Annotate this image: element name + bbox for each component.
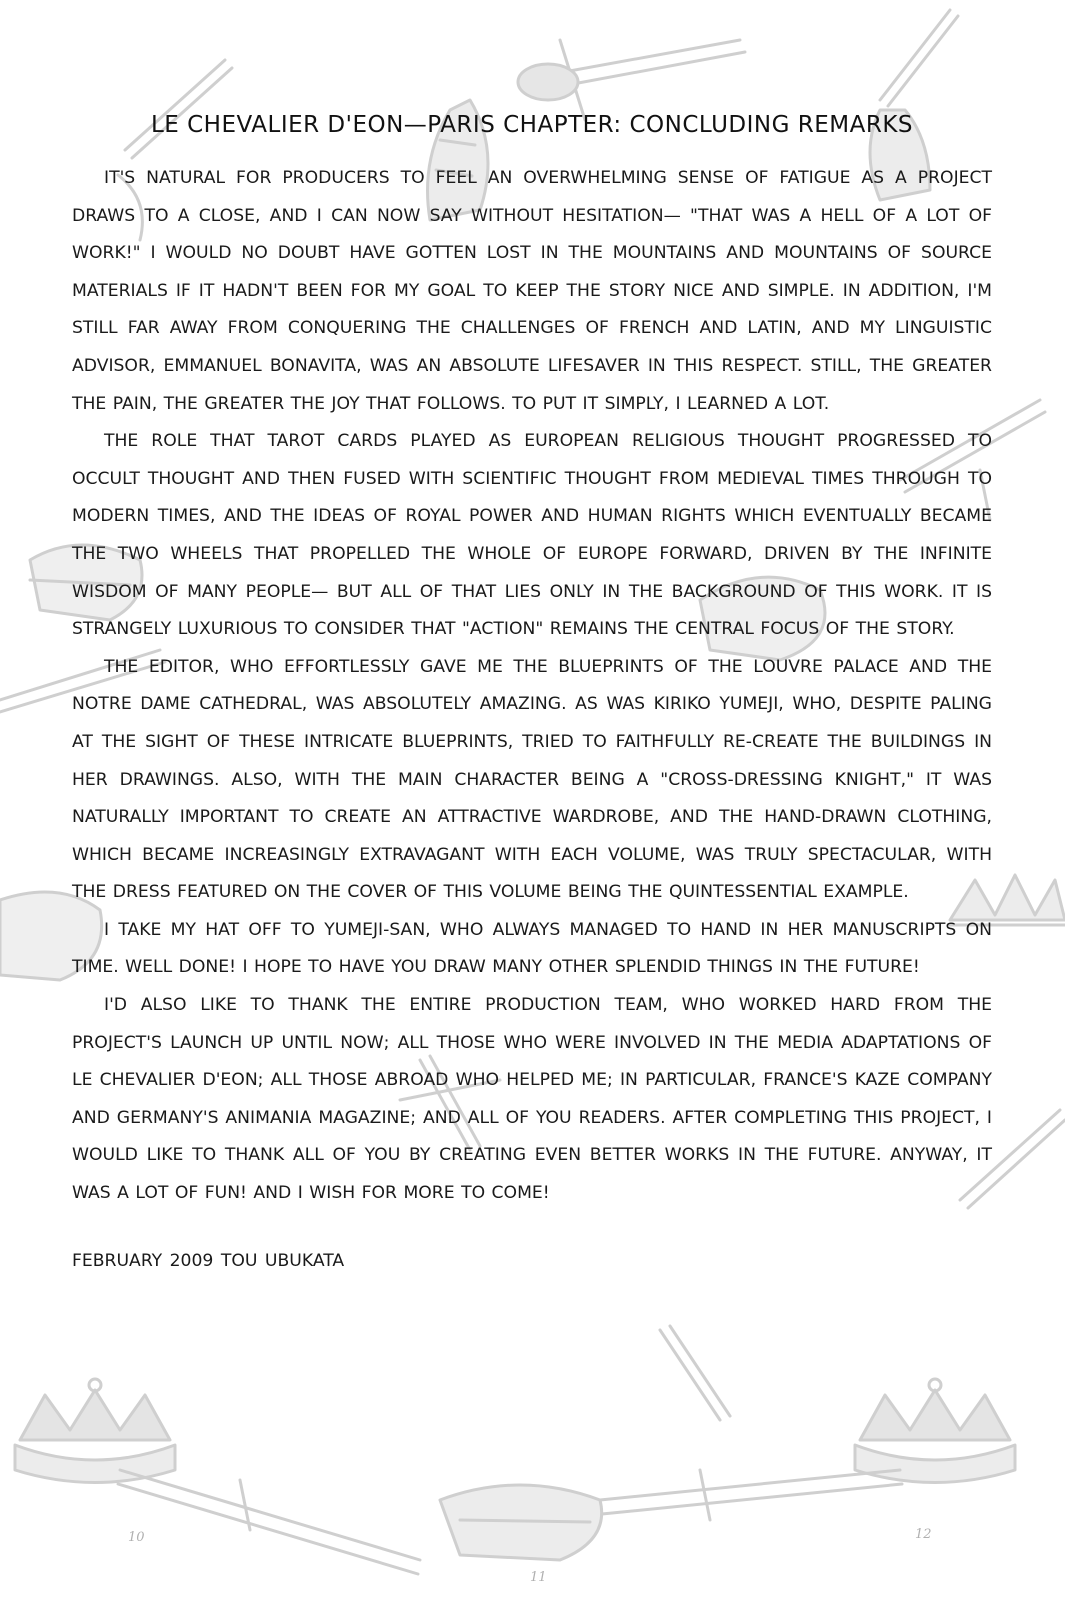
paragraph-editor: THE EDITOR, WHO EFFORTLESSLY GAVE ME THE BLUEPRINTS OF THE LOUVRE PALACE AND THE NOTRE DAME CATHEDRAL, WAS ABSOLUTELY AMAZING. AS WAS KIRIKO YUMEJI, WHO, DESPITE PALING AT THE SIGHT OF THESE INTRICATE BLUEPRINTS, TRIED TO FAITHFULLY RE-CREATE THE BUILDINGS IN HER DRAWINGS. ALSO, WITH THE MAIN CHARACTER BEING A "CROSS-DRESSING KNIGHT," IT WAS NATURALLY IMPORTANT TO CREATE AN ATTRACTIVE WARDROBE, AND THE HAND-DRAWN CLOTHING, WHICH BECAME INCREASINGLY EXTRAVAGANT WITH EACH VOLUME, WAS TRULY SPECTACULAR, WITH THE DRESS FEATURED ON THE COVER OF THIS VOLUME BEING THE QUINTESSENTIAL EXAMPLE. [72,656,992,903]
gauntlet-icon [440,1485,602,1560]
crown-icon [15,1379,175,1483]
paragraph-thanks: I'D ALSO LIKE TO THANK THE ENTIRE PRODUCTION TEAM, WHO WORKED HARD FROM THE PROJECT'S LAUNCH UP UNTIL NOW; ALL THOSE WHO WERE INVOLVED IN THE MEDIA ADAPTATIONS OF LE CHEVALIER D'EON; ALL THOSE ABROAD WHO HELPED ME; IN PARTICULAR, FRANCE'S KAZE COMPANY AND GERMANY'S ANIMANIA MAGAZINE; AND ALL OF YOU READERS. AFTER COMPLETING THIS PROJECT, I WOULD LIKE TO THANK ALL OF YOU BY CREATING EVEN BETTER WORKS IN THE FUTURE. ANYWAY, IT WAS A LOT OF FUN! AND I WISH FOR MORE TO COME! [72,995,992,1204]
sword-icon [518,40,745,120]
paragraph-tarot: THE ROLE THAT TAROT CARDS PLAYED AS EUROPEAN RELIGIOUS THOUGHT PROGRESSED TO OCCULT THOUGHT AND THEN FUSED WITH SCIENTIFIC THOUGHT FROM MEDIEVAL TIMES THROUGH TO MODERN TIMES, AND THE IDEAS OF ROYAL POWER AND HUMAN RIGHTS WHICH EVENTUALLY BECAME THE TWO WHEELS THAT PROPELLED THE WHOLE OF EUROPE FORWARD, DRIVEN BY THE INFINITE WISDOM OF MANY PEOPLE— BUT ALL OF THAT LIES ONLY IN THE BACKGROUND OF THIS WORK. IT IS STRANGELY LUXURIOUS TO CONSIDER THAT "ACTION" REMAINS THE CENTRAL FOCUS OF THE STORY. [72,431,992,640]
background-page-number: 10 [128,1530,145,1545]
sword-icon [600,1470,902,1520]
background-page-number: 12 [915,1527,932,1542]
crown-icon [855,1379,1015,1483]
paragraph-intro: IT'S NATURAL FOR PRODUCERS TO FEEL AN OVERWHELMING SENSE OF FATIGUE AS A PROJECT DRAWS TO A CLOSE, AND I CAN NOW SAY WITHOUT HESITATION— "THAT WAS A HELL OF A LOT OF WORK!" I WOULD NO DOUBT HAVE GOTTEN LOST IN THE MOUNTAINS AND MOUNTAINS OF SOURCE MATERIALS IF IT HADN'T BEEN FOR MY GOAL TO KEEP THE STORY NICE AND SIMPLE. IN ADDITION, I'M STILL FAR AWAY FROM CONQUERING THE CHALLENGES OF FRENCH AND LATIN, AND MY LINGUISTIC ADVISOR, EMMANUEL BONAVITA, WAS AN ABSOLUTE LIFESAVER IN THIS RESPECT. STILL, THE GREATER THE PAIN, THE GREATER THE JOY THAT FOLLOWS. TO PUT IT SIMPLY, I LEARNED A LOT. [72,168,992,414]
page-title: LE CHEVALIER D'EON—PARIS CHAPTER: CONCLUDING REMARKS [150,112,914,138]
background-page-number: 11 [530,1570,547,1585]
sword-icon [660,1326,730,1420]
signoff: FEBRUARY 2009 TOU UBUKATA [72,1250,345,1271]
sword-icon [118,1470,420,1574]
paragraph-yumeji: I TAKE MY HAT OFF TO YUMEJI-SAN, WHO ALWAYS MANAGED TO HAND IN HER MANUSCRIPTS ON TIME. WELL DONE! I HOPE TO HAVE YOU DRAW MANY OTHER SPLENDID THINGS IN THE FUTURE! [72,919,992,978]
document-body [72,112,992,1271]
